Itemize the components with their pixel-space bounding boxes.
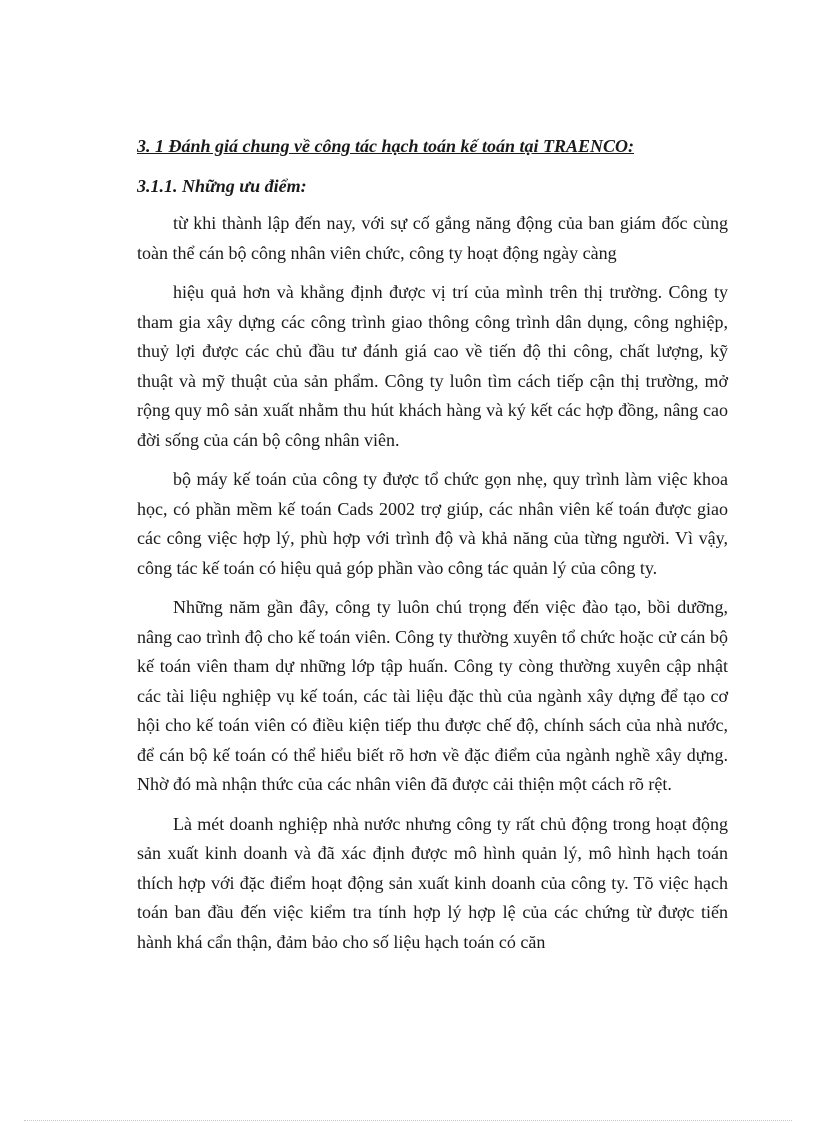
paragraph-1: từ khi thành lập đến nay, với sự cố gắng năng động của ban giám đốc cùng toàn thể cán bộ công nhân viên chức, công ty hoạt động ngày càng <box>137 213 728 263</box>
document-body <box>137 133 728 967</box>
paragraph-5: Là mét doanh nghiệp nhà nước nhưng công ty rất chủ động trong hoạt động sản xuất kinh doanh và đã xác định được mô hình quản lý, mô hình hạch toán thích hợp với đặc điểm hoạt động sản xuất kinh doanh của công ty. Tõ việc hạch toán ban đầu đến việc kiểm tra tính hợp lý hợp lệ của các chứng từ được tiến hành khá cẩn thận, đảm bảo cho số liệu hạch toán có căn <box>137 813 728 952</box>
paragraph-4: Những năm gần đây, công ty luôn chú trọng đến việc đào tạo, bồi dưỡng, nâng cao trình độ cho kế toán viên. Công ty thường xuyên tổ chức hoặc cử cán bộ kế toán viên tham dự những lớp tập huấn. Công ty còng thường xuyên cập nhật các tài liệu nghiệp vụ kế toán, các tài liệu đặc thù của ngành xây dựng để tạo cơ hội cho kế toán viên có điều kiện tiếp thu được chế độ, chính sách của nhà nước, để cán bộ kế toán có thể hiểu biết rõ hơn về đặc điểm của ngành nghề xây dựng. Nhờ đó mà nhận thức của các nhân viên đã được cải thiện một cách rõ rệt. <box>137 597 728 794</box>
paragraph-2: hiệu quả hơn và khẳng định được vị trí của mình trên thị trường. Công ty tham gia xây dựng các công trình giao thông công trình dân dụng, công nghiệp, thuỷ lợi được các chủ đầu tư đánh giá cao về tiến độ thi công, chất lượng, kỹ thuật và mỹ thuật của sản phẩm. Công ty luôn tìm cách tiếp cận thị trường, mở rộng quy mô sản xuất nhằm thu hút khách hàng và ký kết các hợp đồng, nâng cao đời sống của cán bộ công nhân viên. <box>137 282 728 450</box>
paragraph-3: bộ máy kế toán của công ty được tổ chức gọn nhẹ, quy trình làm việc khoa học, có phần mềm kế toán Cads 2002 trợ giúp, các nhân viên kế toán được giao các công việc hợp lý, phù hợp với trình độ và khả năng của từng người. Vì vậy, công tác kế toán có hiệu quả góp phần vào công tác quản lý của công ty. <box>137 469 728 578</box>
section-heading: 3. 1 Đánh giá chung về công tác hạch toán kế toán tại TRAENCO: <box>137 136 635 156</box>
page-bottom-divider <box>24 1120 792 1121</box>
subsection-heading: 3.1.1. Những ưu điểm: <box>137 176 307 196</box>
